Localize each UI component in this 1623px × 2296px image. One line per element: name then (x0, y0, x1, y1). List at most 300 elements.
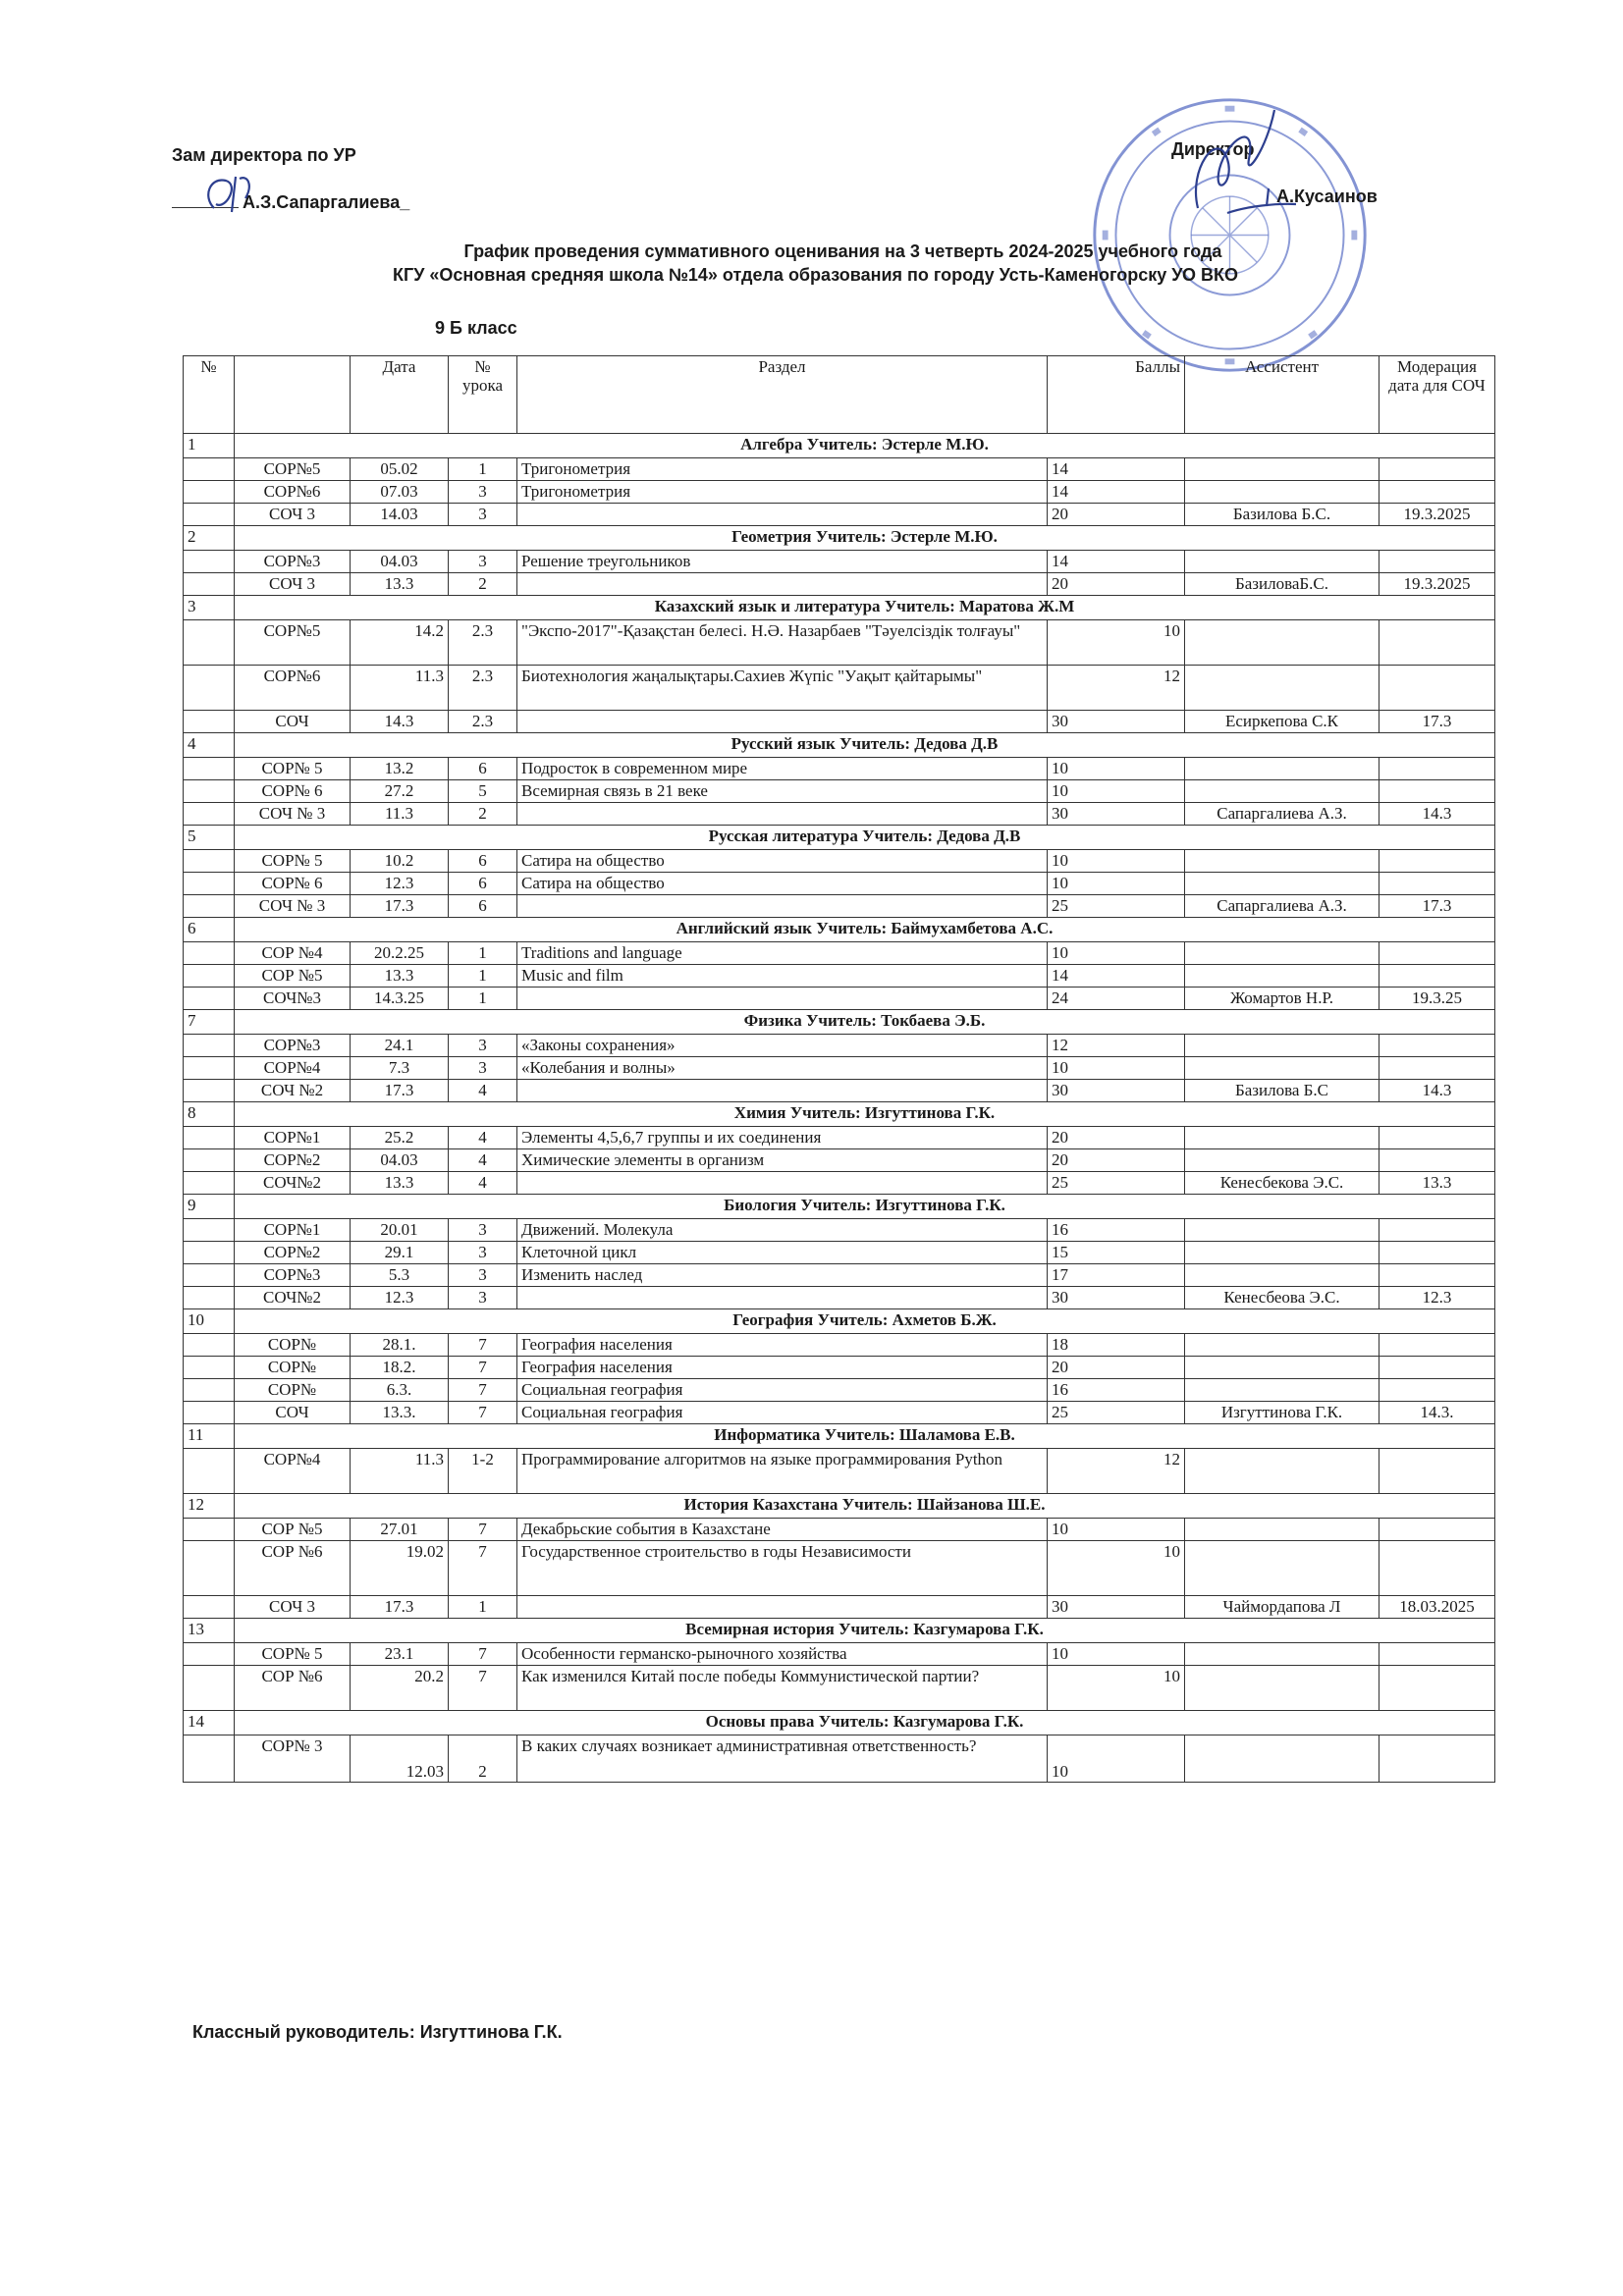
moderation-date (1380, 1264, 1495, 1287)
section-title (517, 1080, 1048, 1102)
points: 10 (1048, 1643, 1185, 1666)
lesson-number: 3 (449, 481, 517, 504)
table-row (184, 1449, 1495, 1494)
lesson-number: 4 (449, 1172, 517, 1195)
director-title: Директор (1171, 139, 1255, 159)
section-title (517, 1596, 1048, 1619)
points: 12 (1048, 1035, 1185, 1057)
points: 14 (1048, 965, 1185, 988)
points: 25 (1048, 1402, 1185, 1424)
subject-row (184, 1711, 1495, 1735)
section-title (517, 573, 1048, 596)
points: 30 (1048, 1596, 1185, 1619)
assistant-name (1185, 758, 1380, 780)
assessment-date: 12.03 (351, 1735, 449, 1783)
assessment-type: СОР№ 5 (235, 1643, 351, 1666)
section-title: Элементы 4,5,6,7 группы и их соединения (517, 1127, 1048, 1149)
section-title: География населения (517, 1334, 1048, 1357)
section-title: Биотехнология жаңалықтары.Сахиев Жүпіс "Уақыт қайтарымы" (517, 666, 1048, 711)
assistant-name: Сапаргалиева А.З. (1185, 803, 1380, 826)
assessment-date: 7.3 (351, 1057, 449, 1080)
subject-row (184, 596, 1495, 620)
lesson-number: 2.3 (449, 666, 517, 711)
assessment-date: 13.3 (351, 573, 449, 596)
section-title: В каких случаях возникает административная ответственность? (517, 1735, 1048, 1783)
lesson-number: 2.3 (449, 620, 517, 666)
assessment-type: СОР№3 (235, 1035, 351, 1057)
subject-row (184, 733, 1495, 758)
section-title: Программирование алгоритмов на языке программирования Python (517, 1449, 1048, 1494)
subject-name: Основы права Учитель: Казгумарова Г.К. (235, 1711, 1495, 1735)
subject-row (184, 1494, 1495, 1519)
moderation-date (1380, 1735, 1495, 1783)
deputy-name: А.З.Сапаргалиева_ (243, 192, 410, 212)
assistant-name (1185, 942, 1380, 965)
table-row (184, 965, 1495, 988)
subject-number: 6 (184, 918, 235, 942)
points: 30 (1048, 1287, 1185, 1309)
empty-num-cell (184, 573, 235, 596)
subject-name: География Учитель: Ахметов Б.Ж. (235, 1309, 1495, 1334)
assistant-name (1185, 1242, 1380, 1264)
director-name: А.Кусаинов (1276, 187, 1378, 206)
moderation-date (1380, 1127, 1495, 1149)
assistant-name: БазиловаБ.С. (1185, 573, 1380, 596)
subject-number: 2 (184, 526, 235, 551)
points: 10 (1048, 1057, 1185, 1080)
col-header-points: Баллы (1048, 356, 1185, 434)
empty-num-cell (184, 942, 235, 965)
table-row (184, 1035, 1495, 1057)
assistant-name (1185, 780, 1380, 803)
deputy-title: Зам директора по УР (172, 145, 356, 165)
assessment-date: 20.2 (351, 1666, 449, 1711)
assessment-type: СОЧ № 3 (235, 895, 351, 918)
empty-num-cell (184, 758, 235, 780)
table-row (184, 1519, 1495, 1541)
lesson-number: 6 (449, 895, 517, 918)
points: 10 (1048, 873, 1185, 895)
subject-name: Информатика Учитель: Шаламова Е.В. (235, 1424, 1495, 1449)
moderation-date (1380, 620, 1495, 666)
assessment-date: 13.3 (351, 1172, 449, 1195)
lesson-number: 1 (449, 965, 517, 988)
empty-num-cell (184, 988, 235, 1010)
assistant-name: Базилова Б.С. (1185, 504, 1380, 526)
lesson-number: 1 (449, 942, 517, 965)
assessment-type: СОЧ 3 (235, 573, 351, 596)
table-header-row (184, 356, 1495, 434)
points: 20 (1048, 1357, 1185, 1379)
empty-num-cell (184, 1379, 235, 1402)
subject-number: 9 (184, 1195, 235, 1219)
moderation-date: 14.3 (1380, 803, 1495, 826)
assistant-name (1185, 965, 1380, 988)
assessment-date: 04.03 (351, 551, 449, 573)
points: 25 (1048, 1172, 1185, 1195)
lesson-number: 7 (449, 1379, 517, 1402)
table-row (184, 1541, 1495, 1596)
assessment-date: 23.1 (351, 1643, 449, 1666)
col-header-date: Дата (351, 356, 449, 434)
col-header-type (235, 356, 351, 434)
assistant-name (1185, 1519, 1380, 1541)
empty-num-cell (184, 1402, 235, 1424)
section-title (517, 711, 1048, 733)
section-title (517, 895, 1048, 918)
assessment-type: СОР№1 (235, 1127, 351, 1149)
assessment-date: 10.2 (351, 850, 449, 873)
assessment-type: СОР№ 3 (235, 1735, 351, 1783)
points: 16 (1048, 1379, 1185, 1402)
assistant-name (1185, 1541, 1380, 1596)
section-title: Тригонометрия (517, 481, 1048, 504)
lesson-number: 1-2 (449, 1449, 517, 1494)
table-row (184, 1057, 1495, 1080)
moderation-date (1380, 965, 1495, 988)
section-title: Особенности германско-рыночного хозяйства (517, 1643, 1048, 1666)
table-row (184, 573, 1495, 596)
class-teacher: Классный руководитель: Изгуттинова Г.К. (192, 2022, 563, 2042)
section-title: Декабрьские события в Казахстане (517, 1519, 1048, 1541)
assessment-type: СОР №5 (235, 1519, 351, 1541)
assessment-date: 24.1 (351, 1035, 449, 1057)
moderation-date (1380, 1057, 1495, 1080)
lesson-number: 7 (449, 1666, 517, 1711)
moderation-date (1380, 458, 1495, 481)
assistant-name: Кенесбекова Э.С. (1185, 1172, 1380, 1195)
section-title: "Экспо-2017"-Қазақстан белесі. Н.Ә. Назарбаев "Тәуелсіздік толғауы" (517, 620, 1048, 666)
table-row (184, 551, 1495, 573)
lesson-number: 7 (449, 1541, 517, 1596)
lesson-number: 1 (449, 1596, 517, 1619)
assessment-type: СОЧ (235, 711, 351, 733)
subject-row (184, 826, 1495, 850)
assessment-type: СОЧ №2 (235, 1080, 351, 1102)
table-row (184, 942, 1495, 965)
assessment-date: 17.3 (351, 1080, 449, 1102)
moderation-date (1380, 1242, 1495, 1264)
empty-num-cell (184, 1666, 235, 1711)
assessment-date: 13.3. (351, 1402, 449, 1424)
points: 12 (1048, 666, 1185, 711)
subject-name: Русская литература Учитель: Дедова Д.В (235, 826, 1495, 850)
lesson-number: 4 (449, 1149, 517, 1172)
empty-num-cell (184, 551, 235, 573)
table-row (184, 1287, 1495, 1309)
lesson-number: 1 (449, 988, 517, 1010)
subject-number: 10 (184, 1309, 235, 1334)
empty-num-cell (184, 1735, 235, 1783)
subject-name: История Казахстана Учитель: Шайзанова Ш.Е. (235, 1494, 1495, 1519)
assistant-name (1185, 850, 1380, 873)
lesson-number: 2 (449, 1735, 517, 1783)
moderation-date: 19.3.2025 (1380, 504, 1495, 526)
lesson-number: 2.3 (449, 711, 517, 733)
assistant-name: Изгуттинова Г.К. (1185, 1402, 1380, 1424)
document-title: График проведения суммативного оценивания на 3 четверть 2024-2025 учебного года (463, 241, 1222, 261)
assessment-date: 19.02 (351, 1541, 449, 1596)
assistant-name (1185, 1127, 1380, 1149)
lesson-number: 3 (449, 551, 517, 573)
section-title: Сатира на общество (517, 850, 1048, 873)
moderation-date: 17.3 (1380, 711, 1495, 733)
moderation-date (1380, 873, 1495, 895)
assistant-name (1185, 1035, 1380, 1057)
subject-row (184, 526, 1495, 551)
assessment-type: СОР№6 (235, 481, 351, 504)
assistant-name (1185, 481, 1380, 504)
moderation-date (1380, 1334, 1495, 1357)
lesson-number: 7 (449, 1334, 517, 1357)
table-row (184, 1149, 1495, 1172)
empty-num-cell (184, 620, 235, 666)
assistant-name (1185, 551, 1380, 573)
assessment-type: СОЧ № 3 (235, 803, 351, 826)
assessment-date: 25.2 (351, 1127, 449, 1149)
subject-number: 7 (184, 1010, 235, 1035)
section-title: Социальная география (517, 1402, 1048, 1424)
assessment-type: СОЧ№2 (235, 1287, 351, 1309)
assistant-name (1185, 1735, 1380, 1783)
deputy-signature (196, 169, 275, 220)
empty-num-cell (184, 1519, 235, 1541)
table-row (184, 1264, 1495, 1287)
moderation-date (1380, 758, 1495, 780)
points: 30 (1048, 711, 1185, 733)
assistant-name: Базилова Б.С (1185, 1080, 1380, 1102)
table-row (184, 481, 1495, 504)
table-row (184, 1596, 1495, 1619)
points: 15 (1048, 1242, 1185, 1264)
table-row (184, 873, 1495, 895)
lesson-number: 1 (449, 458, 517, 481)
table-row (184, 1735, 1495, 1783)
assessment-date: 29.1 (351, 1242, 449, 1264)
empty-num-cell (184, 1057, 235, 1080)
table-row (184, 803, 1495, 826)
empty-num-cell (184, 1287, 235, 1309)
assessment-date: 07.03 (351, 481, 449, 504)
subject-name: Физика Учитель: Токбаева Э.Б. (235, 1010, 1495, 1035)
assessment-date: 14.2 (351, 620, 449, 666)
assistant-name (1185, 666, 1380, 711)
subject-name: Казахский язык и литература Учитель: Маратова Ж.М (235, 596, 1495, 620)
assessment-type: СОР№5 (235, 620, 351, 666)
table-row (184, 1172, 1495, 1195)
assessment-date: 17.3 (351, 895, 449, 918)
lesson-number: 3 (449, 1242, 517, 1264)
subject-number: 14 (184, 1711, 235, 1735)
assessment-date: 6.3. (351, 1379, 449, 1402)
lesson-number: 3 (449, 1057, 517, 1080)
subject-row (184, 1102, 1495, 1127)
assessment-date: 14.3 (351, 711, 449, 733)
assessment-type: СОР№ (235, 1334, 351, 1357)
points: 12 (1048, 1449, 1185, 1494)
col-header-num: № (184, 356, 235, 434)
section-title: Traditions and language (517, 942, 1048, 965)
assessment-date: 11.3 (351, 803, 449, 826)
empty-num-cell (184, 458, 235, 481)
moderation-date: 18.03.2025 (1380, 1596, 1495, 1619)
subject-number: 8 (184, 1102, 235, 1127)
moderation-date (1380, 551, 1495, 573)
points: 10 (1048, 850, 1185, 873)
document-subtitle: КГУ «Основная средняя школа №14» отдела образования по городу Усть-Каменогорску УО ВКО (393, 265, 1238, 285)
section-title (517, 803, 1048, 826)
empty-num-cell (184, 1541, 235, 1596)
moderation-date: 19.3.2025 (1380, 573, 1495, 596)
moderation-date (1380, 1666, 1495, 1711)
assistant-name (1185, 1643, 1380, 1666)
subject-row (184, 1195, 1495, 1219)
empty-num-cell (184, 1080, 235, 1102)
section-title: Всемирная связь в 21 веке (517, 780, 1048, 803)
points: 30 (1048, 803, 1185, 826)
assessment-type: СОР№6 (235, 666, 351, 711)
section-title: Государственное строительство в годы Независимости (517, 1541, 1048, 1596)
subject-row (184, 918, 1495, 942)
assistant-name: Чаймордапова Л (1185, 1596, 1380, 1619)
section-title (517, 504, 1048, 526)
points: 10 (1048, 1666, 1185, 1711)
section-title: География населения (517, 1357, 1048, 1379)
table-row (184, 780, 1495, 803)
table-row (184, 1080, 1495, 1102)
empty-num-cell (184, 1219, 235, 1242)
table-body (184, 434, 1495, 1783)
table-row (184, 1334, 1495, 1357)
empty-num-cell (184, 1127, 235, 1149)
assistant-name (1185, 1334, 1380, 1357)
points: 18 (1048, 1334, 1185, 1357)
subject-row (184, 1309, 1495, 1334)
assessment-date: 5.3 (351, 1264, 449, 1287)
section-title (517, 988, 1048, 1010)
moderation-date (1380, 1541, 1495, 1596)
lesson-number: 4 (449, 1080, 517, 1102)
assessment-date: 20.2.25 (351, 942, 449, 965)
table-row (184, 1643, 1495, 1666)
assistant-name (1185, 873, 1380, 895)
lesson-number: 3 (449, 1035, 517, 1057)
points: 20 (1048, 1149, 1185, 1172)
table-row (184, 1242, 1495, 1264)
lesson-number: 2 (449, 573, 517, 596)
points: 10 (1048, 758, 1185, 780)
subject-name: Химия Учитель: Изгуттинова Г.К. (235, 1102, 1495, 1127)
points: 14 (1048, 551, 1185, 573)
lesson-number: 5 (449, 780, 517, 803)
subject-number: 1 (184, 434, 235, 458)
assessment-date: 14.03 (351, 504, 449, 526)
subject-name: Английский язык Учитель: Баймухамбетова А.С. (235, 918, 1495, 942)
empty-num-cell (184, 1596, 235, 1619)
col-header-lesson: № урока (449, 356, 517, 434)
subject-number: 12 (184, 1494, 235, 1519)
empty-num-cell (184, 1172, 235, 1195)
assistant-name: Жомартов Н.Р. (1185, 988, 1380, 1010)
subject-number: 5 (184, 826, 235, 850)
assessment-type: СОЧ№2 (235, 1172, 351, 1195)
section-title: Сатира на общество (517, 873, 1048, 895)
assistant-name (1185, 1379, 1380, 1402)
assistant-name (1185, 1449, 1380, 1494)
lesson-number: 3 (449, 1219, 517, 1242)
empty-num-cell (184, 895, 235, 918)
moderation-date (1380, 481, 1495, 504)
assessment-date: 04.03 (351, 1149, 449, 1172)
subject-name: Русский язык Учитель: Дедова Д.В (235, 733, 1495, 758)
moderation-date (1380, 780, 1495, 803)
assistant-name (1185, 458, 1380, 481)
points: 25 (1048, 895, 1185, 918)
assessment-date: 13.2 (351, 758, 449, 780)
subject-name: Алгебра Учитель: Эстерле М.Ю. (235, 434, 1495, 458)
assessment-type: СОР№ (235, 1379, 351, 1402)
assessment-type: СОЧ 3 (235, 504, 351, 526)
section-title: Химические элементы в организм (517, 1149, 1048, 1172)
col-header-moderation: Модерация дата для СОЧ (1380, 356, 1495, 434)
moderation-date: 19.3.25 (1380, 988, 1495, 1010)
assessment-date: 11.3 (351, 1449, 449, 1494)
assessment-type: СОР №4 (235, 942, 351, 965)
lesson-number: 6 (449, 873, 517, 895)
section-title: Music and film (517, 965, 1048, 988)
lesson-number: 7 (449, 1643, 517, 1666)
assessment-type: СОР №6 (235, 1666, 351, 1711)
empty-num-cell (184, 481, 235, 504)
assessment-type: СОР№4 (235, 1057, 351, 1080)
assessment-date: 13.3 (351, 965, 449, 988)
moderation-date (1380, 1149, 1495, 1172)
empty-num-cell (184, 1264, 235, 1287)
assessment-table (183, 355, 1495, 1783)
assessment-date: 27.2 (351, 780, 449, 803)
table-row (184, 1219, 1495, 1242)
assessment-date: 17.3 (351, 1596, 449, 1619)
assistant-name: Сапаргалиева А.З. (1185, 895, 1380, 918)
table-row (184, 895, 1495, 918)
class-label: 9 Б класс (435, 318, 517, 338)
assistant-name (1185, 1219, 1380, 1242)
moderation-date (1380, 942, 1495, 965)
empty-num-cell (184, 504, 235, 526)
moderation-date (1380, 1519, 1495, 1541)
section-title: Изменить наслед (517, 1264, 1048, 1287)
subject-name: Геометрия Учитель: Эстерле М.Ю. (235, 526, 1495, 551)
subject-row (184, 1619, 1495, 1643)
assessment-date: 05.02 (351, 458, 449, 481)
table-row (184, 1666, 1495, 1711)
points: 16 (1048, 1219, 1185, 1242)
empty-num-cell (184, 666, 235, 711)
points: 14 (1048, 458, 1185, 481)
assessment-type: СОР№3 (235, 551, 351, 573)
assessment-type: СОР№4 (235, 1449, 351, 1494)
empty-num-cell (184, 1334, 235, 1357)
subject-name: Всемирная история Учитель: Казгумарова Г.К. (235, 1619, 1495, 1643)
points: 20 (1048, 504, 1185, 526)
lesson-number: 6 (449, 758, 517, 780)
empty-num-cell (184, 1357, 235, 1379)
moderation-date: 14.3. (1380, 1402, 1495, 1424)
points: 10 (1048, 780, 1185, 803)
lesson-number: 7 (449, 1357, 517, 1379)
subject-number: 3 (184, 596, 235, 620)
subject-number: 11 (184, 1424, 235, 1449)
